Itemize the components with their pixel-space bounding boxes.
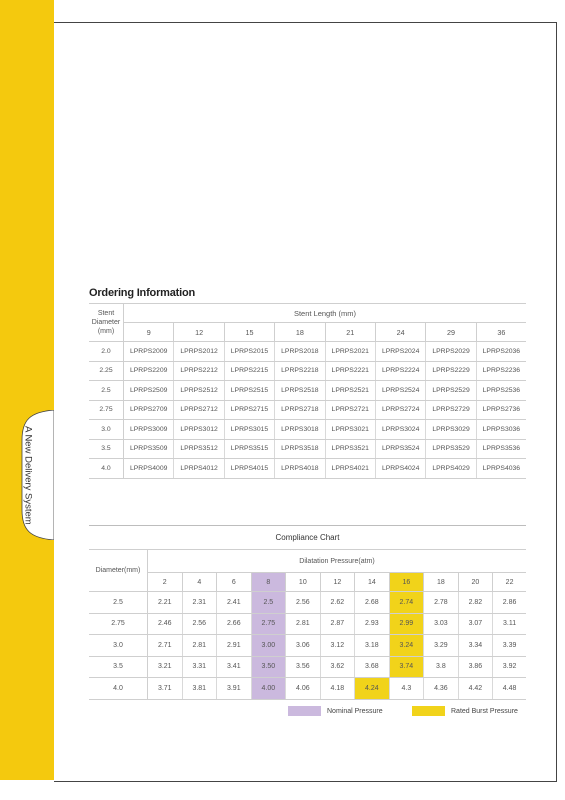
compliance-value-cell: 2.46 bbox=[148, 613, 183, 635]
product-code-cell: LPRPS2512 bbox=[174, 381, 224, 401]
product-code-cell: LPRPS2229 bbox=[426, 361, 476, 381]
product-code-cell: LPRPS4021 bbox=[325, 459, 375, 479]
product-code-cell: LPRPS2709 bbox=[124, 400, 174, 420]
product-code-cell: LPRPS3015 bbox=[224, 420, 274, 440]
compliance-value-cell: 2.87 bbox=[320, 613, 355, 635]
product-code-cell: LPRPS2209 bbox=[124, 361, 174, 381]
compliance-value-cell: 4.3 bbox=[389, 678, 424, 700]
product-code-cell: LPRPS2521 bbox=[325, 381, 375, 401]
product-code-cell: LPRPS2729 bbox=[426, 400, 476, 420]
nominal-label: Nominal Pressure bbox=[327, 707, 383, 715]
product-code-cell: LPRPS2012 bbox=[174, 342, 224, 362]
compliance-value-cell: 3.03 bbox=[424, 613, 459, 635]
product-code-cell: LPRPS3518 bbox=[275, 439, 325, 459]
pressure-col-12: 12 bbox=[320, 573, 355, 592]
dilatation-pressure-header: Dilatation Pressure(atm) bbox=[148, 550, 527, 573]
length-col-9: 9 bbox=[124, 323, 174, 342]
product-code-cell: LPRPS4012 bbox=[174, 459, 224, 479]
pressure-col-2: 2 bbox=[148, 573, 183, 592]
compliance-value-cell: 2.68 bbox=[355, 592, 390, 614]
length-col-15: 15 bbox=[224, 323, 274, 342]
ordering-row bbox=[89, 439, 526, 459]
product-code-cell: LPRPS2721 bbox=[325, 400, 375, 420]
compliance-value-cell: 3.56 bbox=[286, 656, 321, 678]
yellow-sidebar-band bbox=[0, 0, 54, 780]
compliance-value-cell: 2.86 bbox=[493, 592, 526, 614]
compliance-diameter-cell: 2.75 bbox=[89, 613, 148, 635]
product-code-cell: LPRPS3512 bbox=[174, 439, 224, 459]
product-code-cell: LPRPS3012 bbox=[174, 420, 224, 440]
compliance-value-cell: 3.29 bbox=[424, 635, 459, 657]
product-code-cell: LPRPS3521 bbox=[325, 439, 375, 459]
product-code-cell: LPRPS3029 bbox=[426, 420, 476, 440]
product-code-cell: LPRPS2236 bbox=[476, 361, 526, 381]
pressure-col-14: 14 bbox=[355, 573, 390, 592]
compliance-value-cell: 2.5 bbox=[251, 592, 286, 614]
ordering-diameter-cell: 2.0 bbox=[89, 342, 124, 362]
compliance-value-cell: 4.24 bbox=[355, 678, 390, 700]
compliance-value-cell: 2.82 bbox=[458, 592, 493, 614]
product-code-cell: LPRPS2015 bbox=[224, 342, 274, 362]
compliance-value-cell: 2.91 bbox=[217, 635, 252, 657]
compliance-value-cell: 3.11 bbox=[493, 613, 526, 635]
compliance-value-cell: 3.81 bbox=[182, 678, 217, 700]
product-code-cell: LPRPS2224 bbox=[375, 361, 425, 381]
compliance-row bbox=[89, 635, 526, 657]
product-code-cell: LPRPS2515 bbox=[224, 381, 274, 401]
product-code-cell: LPRPS4018 bbox=[275, 459, 325, 479]
ordering-diameter-cell: 2.5 bbox=[89, 381, 124, 401]
pressure-col-6: 6 bbox=[217, 573, 252, 592]
compliance-row bbox=[89, 656, 526, 678]
pressure-col-4: 4 bbox=[182, 573, 217, 592]
product-code-cell: LPRPS2509 bbox=[124, 381, 174, 401]
product-code-cell: LPRPS2718 bbox=[275, 400, 325, 420]
compliance-diameter-header: Diameter(mm) bbox=[89, 550, 148, 592]
compliance-value-cell: 4.36 bbox=[424, 678, 459, 700]
ordering-diameter-cell: 3.0 bbox=[89, 420, 124, 440]
product-code-cell: LPRPS3536 bbox=[476, 439, 526, 459]
product-code-cell: LPRPS4015 bbox=[224, 459, 274, 479]
pressure-col-10: 10 bbox=[286, 573, 321, 592]
product-code-cell: LPRPS2529 bbox=[426, 381, 476, 401]
compliance-row bbox=[89, 613, 526, 635]
product-code-cell: LPRPS2524 bbox=[375, 381, 425, 401]
compliance-value-cell: 3.92 bbox=[493, 656, 526, 678]
ordering-row bbox=[89, 381, 526, 401]
compliance-row bbox=[89, 678, 526, 700]
product-code-cell: LPRPS2024 bbox=[375, 342, 425, 362]
ordering-diameter-cell: 3.5 bbox=[89, 439, 124, 459]
compliance-value-cell: 2.75 bbox=[251, 613, 286, 635]
compliance-value-cell: 4.06 bbox=[286, 678, 321, 700]
side-label-text: A New Delivery System bbox=[22, 425, 34, 525]
ordering-row bbox=[89, 361, 526, 381]
compliance-value-cell: 4.00 bbox=[251, 678, 286, 700]
product-code-cell: LPRPS3515 bbox=[224, 439, 274, 459]
compliance-value-cell: 3.71 bbox=[148, 678, 183, 700]
compliance-value-cell: 3.18 bbox=[355, 635, 390, 657]
compliance-value-cell: 3.86 bbox=[458, 656, 493, 678]
product-code-cell: LPRPS2018 bbox=[275, 342, 325, 362]
nominal-swatch bbox=[288, 706, 321, 716]
length-col-29: 29 bbox=[426, 323, 476, 342]
pressure-col-20: 20 bbox=[458, 573, 493, 592]
compliance-value-cell: 2.99 bbox=[389, 613, 424, 635]
product-code-cell: LPRPS2215 bbox=[224, 361, 274, 381]
compliance-value-cell: 3.07 bbox=[458, 613, 493, 635]
length-col-18: 18 bbox=[275, 323, 325, 342]
burst-swatch bbox=[412, 706, 445, 716]
compliance-value-cell: 3.00 bbox=[251, 635, 286, 657]
product-code-cell: LPRPS4029 bbox=[426, 459, 476, 479]
product-code-cell: LPRPS2009 bbox=[124, 342, 174, 362]
compliance-value-cell: 2.81 bbox=[286, 613, 321, 635]
product-code-cell: LPRPS3524 bbox=[375, 439, 425, 459]
compliance-value-cell: 3.06 bbox=[286, 635, 321, 657]
compliance-value-cell: 3.50 bbox=[251, 656, 286, 678]
compliance-table bbox=[89, 549, 526, 700]
compliance-value-cell: 2.31 bbox=[182, 592, 217, 614]
compliance-value-cell: 4.48 bbox=[493, 678, 526, 700]
compliance-diameter-cell: 4.0 bbox=[89, 678, 148, 700]
compliance-value-cell: 4.42 bbox=[458, 678, 493, 700]
side-label bbox=[12, 410, 44, 540]
ordering-diameter-cell: 4.0 bbox=[89, 459, 124, 479]
product-code-cell: LPRPS2715 bbox=[224, 400, 274, 420]
stent-diameter-header-line2: Diameter bbox=[91, 319, 121, 326]
compliance-diameter-cell: 2.5 bbox=[89, 592, 148, 614]
compliance-value-cell: 2.71 bbox=[148, 635, 183, 657]
ordering-row bbox=[89, 342, 526, 362]
compliance-value-cell: 3.68 bbox=[355, 656, 390, 678]
length-col-12: 12 bbox=[174, 323, 224, 342]
product-code-cell: LPRPS2724 bbox=[375, 400, 425, 420]
product-code-cell: LPRPS2736 bbox=[476, 400, 526, 420]
compliance-value-cell: 2.78 bbox=[424, 592, 459, 614]
pressure-col-8: 8 bbox=[251, 573, 286, 592]
product-code-cell: LPRPS3509 bbox=[124, 439, 174, 459]
ordering-diameter-cell: 2.75 bbox=[89, 400, 124, 420]
product-code-cell: LPRPS2712 bbox=[174, 400, 224, 420]
compliance-value-cell: 2.41 bbox=[217, 592, 252, 614]
compliance-value-cell: 2.74 bbox=[389, 592, 424, 614]
compliance-row bbox=[89, 592, 526, 614]
compliance-diameter-cell: 3.0 bbox=[89, 635, 148, 657]
ordering-diameter-cell: 2.25 bbox=[89, 361, 124, 381]
pressure-col-16: 16 bbox=[389, 573, 424, 592]
compliance-value-cell: 3.62 bbox=[320, 656, 355, 678]
product-code-cell: LPRPS3529 bbox=[426, 439, 476, 459]
product-code-cell: LPRPS2036 bbox=[476, 342, 526, 362]
length-col-24: 24 bbox=[375, 323, 425, 342]
compliance-value-cell: 4.18 bbox=[320, 678, 355, 700]
product-code-cell: LPRPS4036 bbox=[476, 459, 526, 479]
product-code-cell: LPRPS2218 bbox=[275, 361, 325, 381]
compliance-value-cell: 3.91 bbox=[217, 678, 252, 700]
product-code-cell: LPRPS4009 bbox=[124, 459, 174, 479]
product-code-cell: LPRPS2021 bbox=[325, 342, 375, 362]
pressure-col-18: 18 bbox=[424, 573, 459, 592]
product-code-cell: LPRPS2029 bbox=[426, 342, 476, 362]
product-code-cell: LPRPS3021 bbox=[325, 420, 375, 440]
product-code-cell: LPRPS2536 bbox=[476, 381, 526, 401]
compliance-value-cell: 3.34 bbox=[458, 635, 493, 657]
compliance-value-cell: 2.66 bbox=[217, 613, 252, 635]
legend-nominal bbox=[288, 705, 383, 717]
compliance-value-cell: 2.56 bbox=[182, 613, 217, 635]
ordering-row bbox=[89, 420, 526, 440]
product-code-cell: LPRPS2518 bbox=[275, 381, 325, 401]
length-col-21: 21 bbox=[325, 323, 375, 342]
ordering-row bbox=[89, 459, 526, 479]
legend-burst bbox=[412, 705, 518, 717]
compliance-value-cell: 3.12 bbox=[320, 635, 355, 657]
stent-diameter-header-line3: (mm) bbox=[97, 328, 115, 335]
compliance-value-cell: 3.31 bbox=[182, 656, 217, 678]
compliance-value-cell: 3.21 bbox=[148, 656, 183, 678]
stent-length-header: Stent Length (mm) bbox=[124, 304, 527, 323]
compliance-value-cell: 2.93 bbox=[355, 613, 390, 635]
compliance-value-cell: 3.24 bbox=[389, 635, 424, 657]
product-code-cell: LPRPS3009 bbox=[124, 420, 174, 440]
stent-diameter-header-line1: Stent bbox=[97, 310, 115, 317]
product-code-cell: LPRPS2221 bbox=[325, 361, 375, 381]
compliance-value-cell: 2.21 bbox=[148, 592, 183, 614]
compliance-top-rule bbox=[89, 525, 526, 526]
compliance-value-cell: 3.39 bbox=[493, 635, 526, 657]
product-code-cell: LPRPS4024 bbox=[375, 459, 425, 479]
length-col-36: 36 bbox=[476, 323, 526, 342]
compliance-value-cell: 3.74 bbox=[389, 656, 424, 678]
product-code-cell: LPRPS2212 bbox=[174, 361, 224, 381]
compliance-title: Compliance Chart bbox=[275, 533, 340, 542]
ordering-table bbox=[89, 303, 526, 479]
ordering-row bbox=[89, 400, 526, 420]
product-code-cell: LPRPS3024 bbox=[375, 420, 425, 440]
compliance-value-cell: 2.62 bbox=[320, 592, 355, 614]
pressure-col-22: 22 bbox=[493, 573, 526, 592]
compliance-diameter-cell: 3.5 bbox=[89, 656, 148, 678]
product-code-cell: LPRPS3018 bbox=[275, 420, 325, 440]
burst-label: Rated Burst Pressure bbox=[451, 707, 518, 715]
compliance-value-cell: 3.41 bbox=[217, 656, 252, 678]
compliance-value-cell: 2.56 bbox=[286, 592, 321, 614]
compliance-value-cell: 3.8 bbox=[424, 656, 459, 678]
compliance-value-cell: 2.81 bbox=[182, 635, 217, 657]
stent-diameter-header bbox=[89, 304, 124, 342]
product-code-cell: LPRPS3036 bbox=[476, 420, 526, 440]
ordering-title: Ordering Information bbox=[89, 287, 196, 299]
